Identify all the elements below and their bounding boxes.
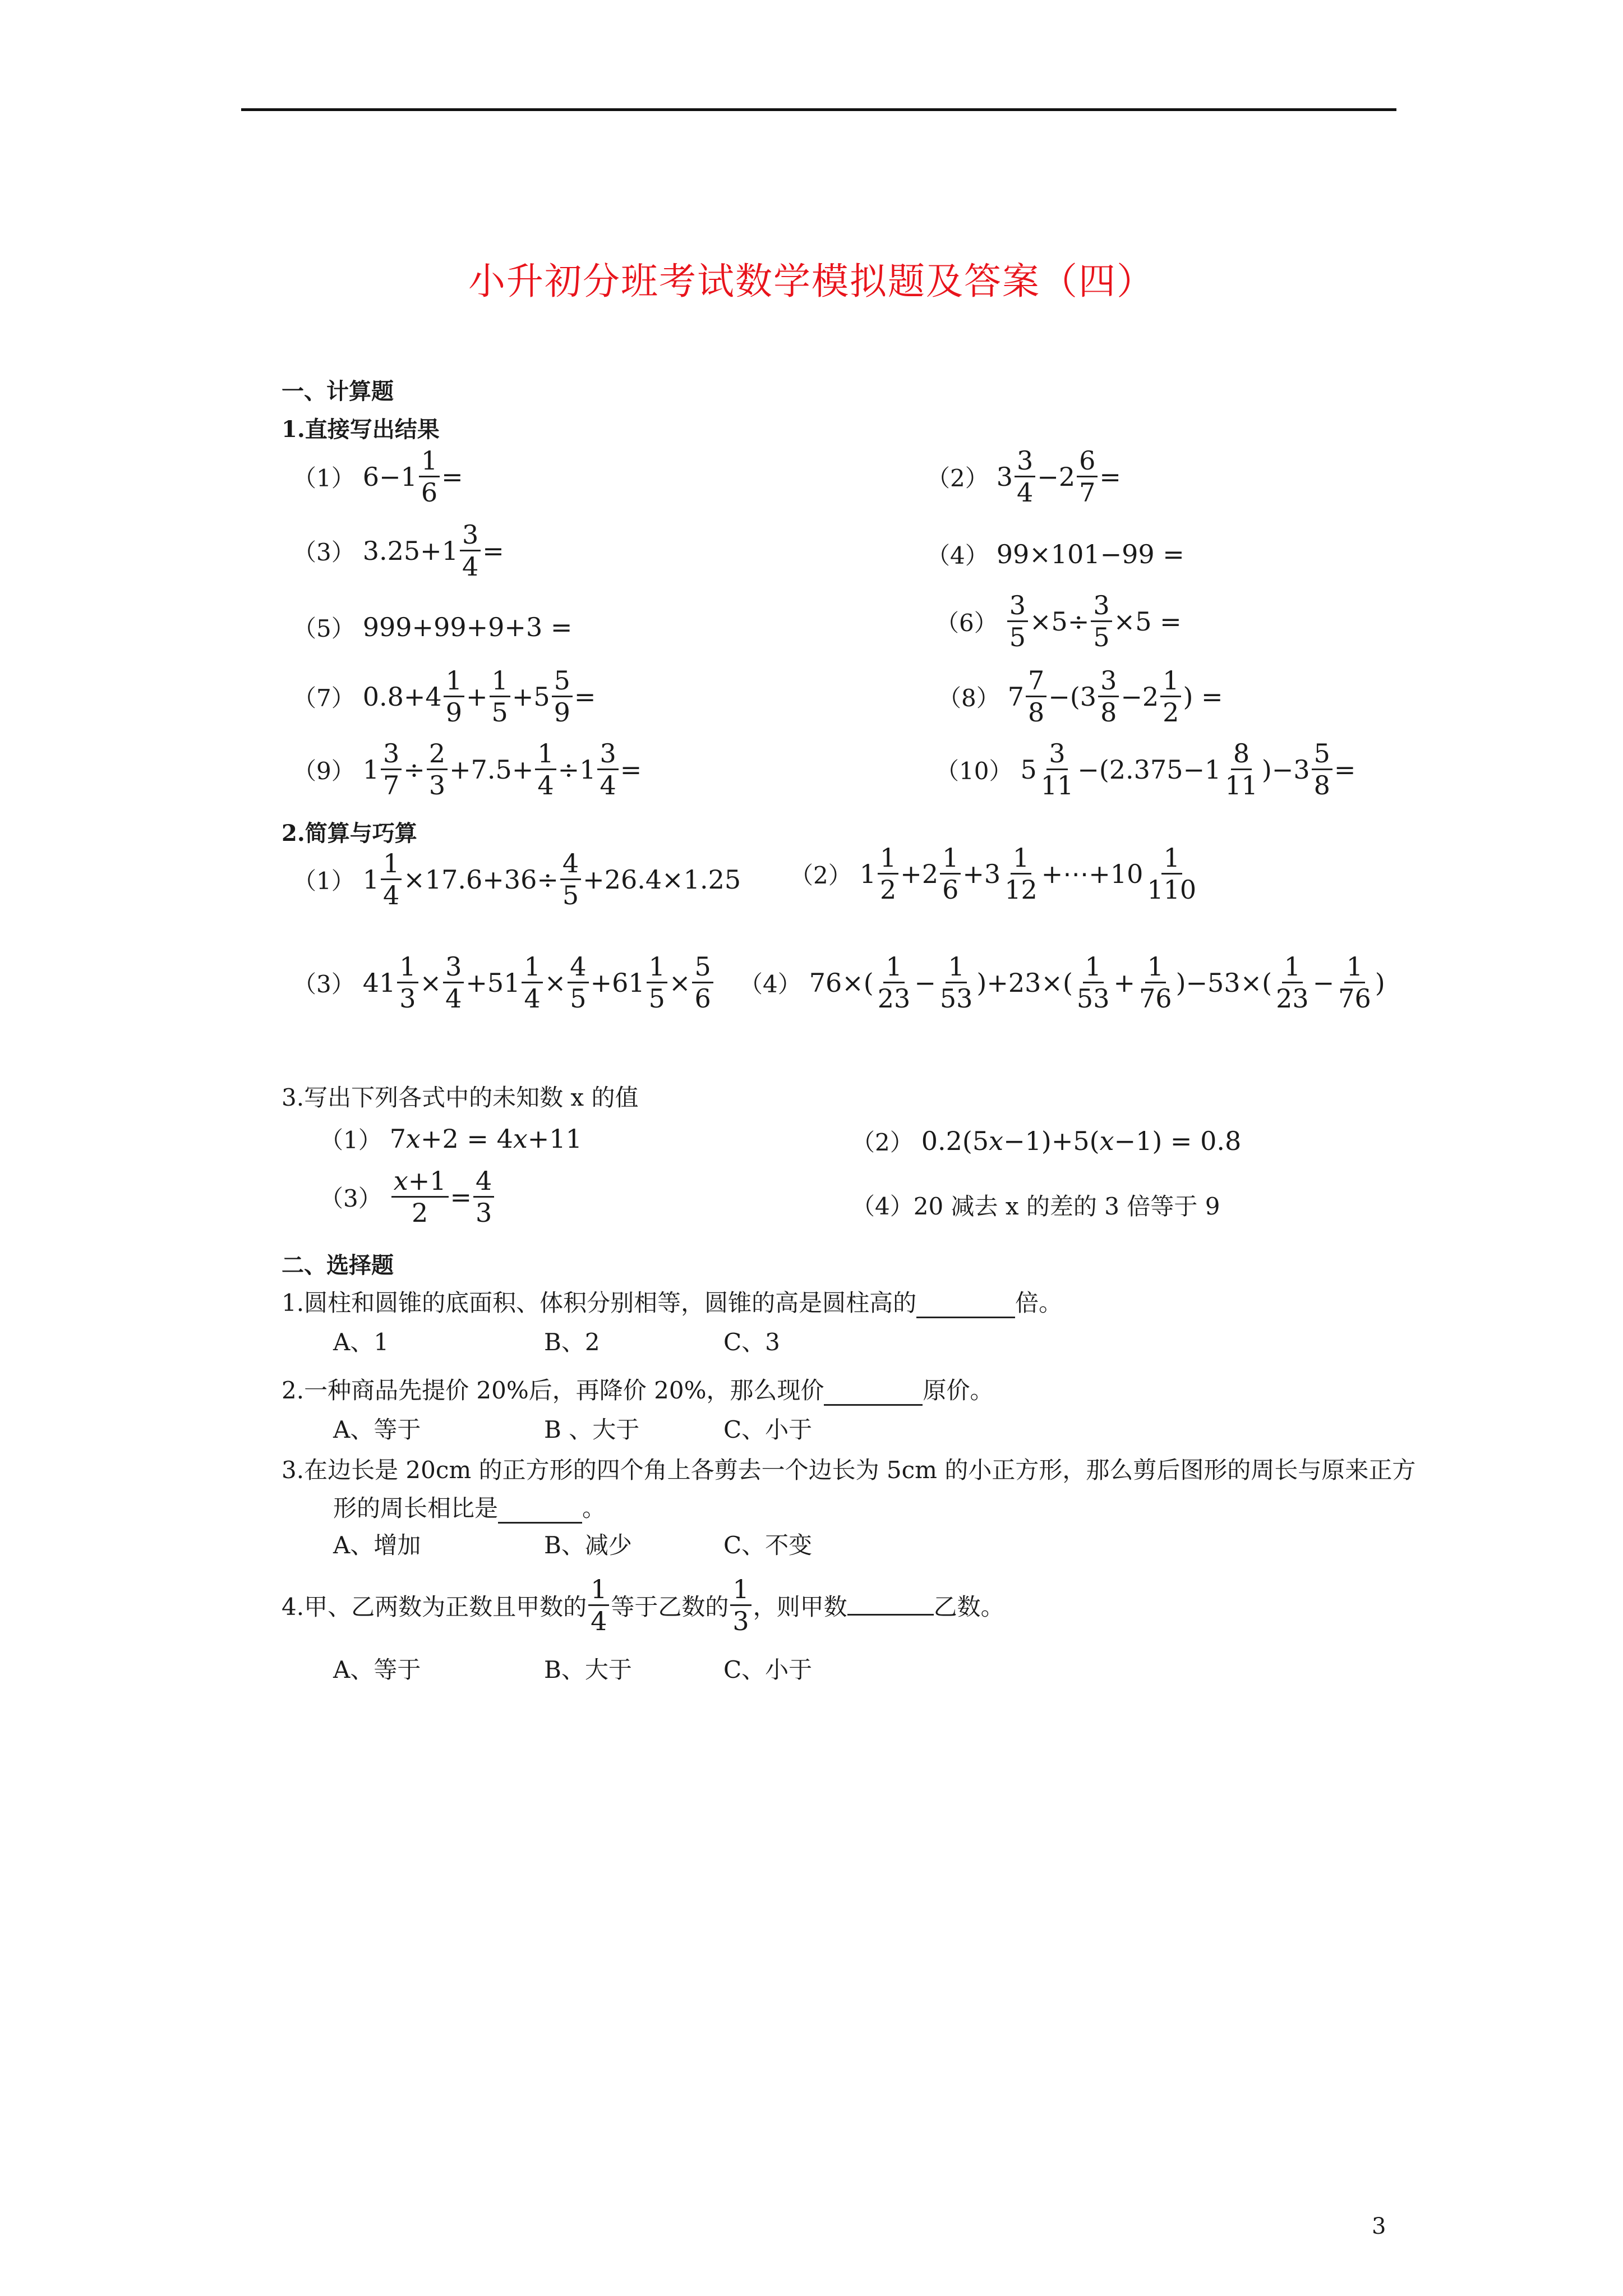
- calc-item-4: （4） 99×101−99 =: [926, 537, 1184, 571]
- calc-item-8: （8） 7 $\frac{7}{8}$ −(3 $\frac{3}{8}$ −2 $\frac{1}{2}$ ) =: [938, 665, 1223, 728]
- item-label: （7）: [293, 684, 355, 712]
- item-label: （3）: [320, 1184, 382, 1212]
- question-text: 形的周长相比是: [333, 1494, 499, 1522]
- part-2-heading: 2.简算与巧算: [282, 820, 417, 846]
- item-label: （10）: [935, 757, 1013, 785]
- item-label: （9）: [293, 757, 355, 785]
- section-1-heading: 一、计算题: [282, 378, 394, 404]
- question-text: 2.一种商品先提价 20%后，再降价 20%，那么现价: [282, 1377, 824, 1404]
- question-text-end: 原价。: [923, 1377, 994, 1404]
- item-label: （2）: [926, 464, 989, 492]
- choice-q1-option-a[interactable]: A、1: [333, 1328, 389, 1356]
- answer-blank[interactable]: [916, 1297, 1015, 1318]
- item-label: （5）: [293, 615, 355, 642]
- item-label: （4）: [851, 1193, 914, 1220]
- question-text: 1.圆柱和圆锥的底面积、体积分别相等，圆锥的高是圆柱高的: [282, 1289, 917, 1317]
- question-text-end: 乙数。: [933, 1593, 1004, 1621]
- calc-item-7: （7） 0.8+4 $\frac{1}{9}$ + $\frac{1}{5}$ +5 $\frac{5}{9}$ =: [293, 665, 596, 728]
- question-text: 4.甲、乙两数为正数且甲数的: [282, 1593, 587, 1621]
- page-title: 小升初分班考试数学模拟题及答案（四）: [468, 260, 1155, 303]
- item-label: （1）: [320, 1126, 382, 1154]
- calc2-item-2: （2） 1 $\frac{1}{2}$ +2 $\frac{1}{6}$ +3 $\frac{1}{12}$ +⋯+10 $\frac{1}{110}$: [790, 843, 1197, 905]
- calc-item-6: （6） $\frac{3}{5}$ ×5÷ $\frac{3}{5}$ ×5 =: [935, 590, 1182, 652]
- item-label: （8）: [938, 684, 1000, 712]
- choice-q3-stem-line1: 3.在边长是 20cm 的正方形的四个角上各剪去一个边长为 5cm 的小正方形，那么剪后图形的周长与原来正方: [282, 1456, 1416, 1484]
- calc-item-9: （9） 1 $\frac{3}{7}$ ÷ $\frac{2}{3}$ +7.5+ $\frac{1}{4}$ ÷1 $\frac{3}{4}$ =: [293, 738, 642, 800]
- choice-q3-option-b[interactable]: B、减少: [544, 1531, 632, 1559]
- eq-item-4-text: 20 减去 x 的差的 3 倍等于 9: [913, 1193, 1220, 1220]
- item-label: （3）: [293, 538, 355, 566]
- answer-blank[interactable]: [498, 1503, 582, 1524]
- answer-blank[interactable]: [824, 1385, 923, 1406]
- header-rule: [241, 108, 1396, 111]
- calc-item-1: （1） 6−1 $\frac{1}{6}$ =: [293, 445, 463, 508]
- answer-blank[interactable]: [847, 1595, 934, 1616]
- choice-q1-option-b[interactable]: B、2: [544, 1328, 600, 1356]
- calc2-item-4: （4） 76×( $\frac{1}{23}$ − $\frac{1}{53}$ )+23×( $\frac{1}{53}$ + $\frac{1}{76}$ )−53×( $\frac{1}{23}$ − $\frac{1}{76}$ ): [739, 951, 1385, 1014]
- section-2-heading: 二、选择题: [282, 1252, 394, 1278]
- question-text-mid: 等于乙数的: [611, 1593, 729, 1621]
- choice-q4-option-a[interactable]: A、等于: [333, 1656, 421, 1683]
- item-label: （3）: [293, 970, 355, 998]
- page-number: 3: [1372, 2214, 1386, 2239]
- eq-item-1: （1） 7x+2 = 4x+11: [320, 1122, 582, 1156]
- item-label: （4）: [926, 542, 989, 569]
- calc2-item-1: （1） 1 $\frac{1}{4}$ ×17.6+36÷ $\frac{4}{5}$ +26.4×1.25: [293, 848, 741, 910]
- question-text-end: 倍。: [1015, 1289, 1063, 1317]
- eq-item-4: [851, 1188, 1220, 1222]
- question-text-end: 。: [582, 1494, 606, 1522]
- part-3-heading: 3.写出下列各式中的未知数 x 的值: [282, 1084, 639, 1111]
- item-label: （2）: [851, 1129, 914, 1156]
- choice-q4-stem: 4.甲、乙两数为正数且甲数的 $\frac{1}{4}$ 等于乙数的 $\frac{1}{3}$ ，则甲数 乙数。: [282, 1574, 1004, 1636]
- item-label: （4）: [739, 970, 801, 998]
- calc-item-10: （10） 5 $\frac{3}{11}$ −(2.375−1 $\frac{8}{11}$ )−3 $\frac{5}{8}$ =: [935, 738, 1356, 800]
- choice-q3-option-c[interactable]: C、不变: [723, 1531, 813, 1559]
- eq-item-3: （3） $\frac{x+1}{2}$ = $\frac{4}{3}$: [320, 1168, 496, 1226]
- calc-item-5: （5） 999+99+9+3 =: [293, 610, 572, 644]
- choice-q1-stem: [282, 1285, 1062, 1318]
- choice-q2-option-b[interactable]: B 、大于: [544, 1416, 640, 1443]
- eq-item-2: （2） 0.2(5x−1)+5(x−1) = 0.8: [851, 1124, 1241, 1158]
- question-text-mid: ，则甲数: [753, 1593, 847, 1621]
- choice-q2-stem: [282, 1372, 994, 1406]
- calc-item-2: （2） 3 $\frac{3}{4}$ −2 $\frac{6}{7}$ =: [926, 445, 1121, 508]
- part-1-heading: 1.直接写出结果: [282, 416, 440, 443]
- item-label: （2）: [790, 861, 852, 889]
- calc-item-3: （3） 3.25+1 $\frac{3}{4}$ =: [293, 519, 504, 582]
- item-label: （6）: [935, 609, 998, 637]
- choice-q2-option-c[interactable]: C、小于: [723, 1416, 813, 1443]
- choice-q2-option-a[interactable]: A、等于: [333, 1416, 421, 1443]
- item-label: （1）: [293, 464, 355, 492]
- item-label: （1）: [293, 867, 355, 895]
- choice-q4-option-c[interactable]: C、小于: [723, 1656, 813, 1683]
- choice-q3-option-a[interactable]: A、增加: [333, 1531, 421, 1559]
- choice-q1-option-c[interactable]: C、3: [723, 1328, 780, 1356]
- choice-q4-option-b[interactable]: B、大于: [544, 1656, 632, 1683]
- calc2-item-3: （3） 41 $\frac{1}{3}$ × $\frac{3}{4}$ +51 $\frac{1}{4}$ × $\frac{4}{5}$ +61 $\frac{1}{5}$ × $\frac{5}{6}$: [293, 954, 715, 1011]
- choice-q3-stem-line2: [333, 1490, 606, 1524]
